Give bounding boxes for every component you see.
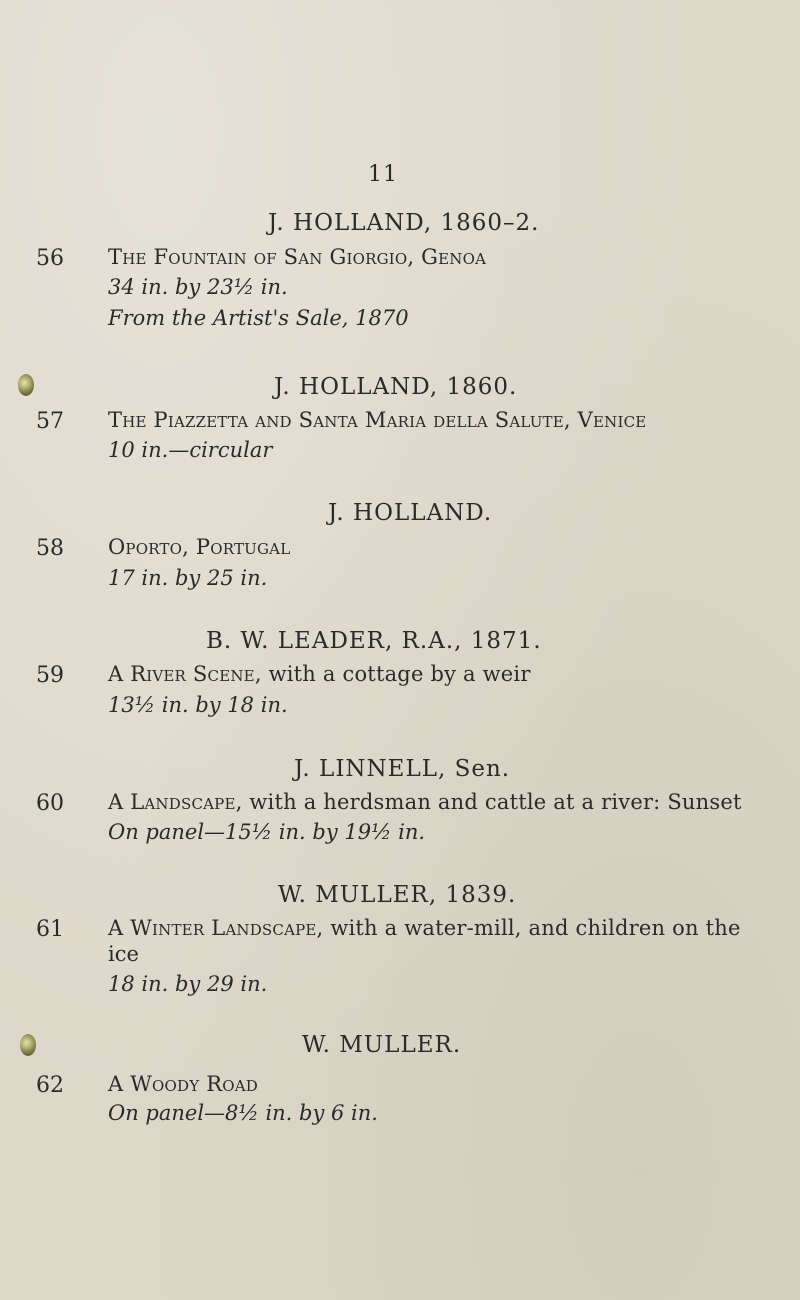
lot-size: 34 in. by 23½ in. [108,275,288,299]
lot-size: On panel—15½ in. by 19½ in. [108,820,426,844]
lot-title-text: The Fountain of San Giorgio, Genoa [108,245,487,269]
lot-title [108,790,742,814]
lot-title-text: The Piazzetta and Santa Maria della Salute, Venice [108,408,647,432]
lot-title-description: with a herdsman and cattle at a river: Sunset [242,790,742,814]
lot-number: 60 [36,791,64,816]
lot-title [108,916,741,940]
lot-title [108,1072,258,1096]
lot-title-text: Oporto, Portugal [108,535,291,559]
lot-number: 58 [36,536,64,561]
lot-title [108,662,531,686]
lot-title-continuation: ice [108,942,139,966]
lot-size: 18 in. by 29 in. [108,972,268,996]
lot-size: 17 in. by 25 in. [108,566,268,590]
lot-title-description: with a water-mill, and children on the [323,916,741,940]
lot-title-text: A Winter Landscape, [108,916,324,940]
lot-number: 62 [36,1073,64,1098]
lot-title [108,245,486,269]
lot-title [108,535,290,559]
artist-heading: J. LINNELL, Sen. [294,756,511,782]
page-number: 11 [368,162,398,187]
margin-tick-mark [18,374,34,396]
lot-title [108,408,646,432]
artist-heading: W. MULLER, 1839. [278,882,517,908]
lot-size: On panel—8½ in. by 6 in. [108,1101,378,1125]
lot-size: 13½ in. by 18 in. [108,693,288,717]
lot-title-text: A Landscape, [108,790,243,814]
margin-tick-mark [20,1034,36,1056]
lot-number: 61 [36,917,64,942]
artist-heading: J. HOLLAND, 1860. [274,374,518,400]
artist-heading: W. MULLER. [302,1032,462,1058]
lot-title-text: A River Scene, [108,662,262,686]
lot-number: 59 [36,663,64,688]
lot-number: 57 [36,409,64,434]
artist-heading: J. HOLLAND, 1860–2. [268,210,540,236]
lot-size: 10 in.—circular [108,438,273,462]
artist-heading: B. W. LEADER, R.A., 1871. [206,628,542,654]
lot-title-description: with a cottage by a weir [261,662,531,686]
lot-number: 56 [36,246,64,271]
lot-provenance: From the Artist's Sale, 1870 [108,306,409,330]
artist-heading: J. HOLLAND. [328,500,493,526]
lot-title-text: A Woody Road [108,1072,258,1096]
